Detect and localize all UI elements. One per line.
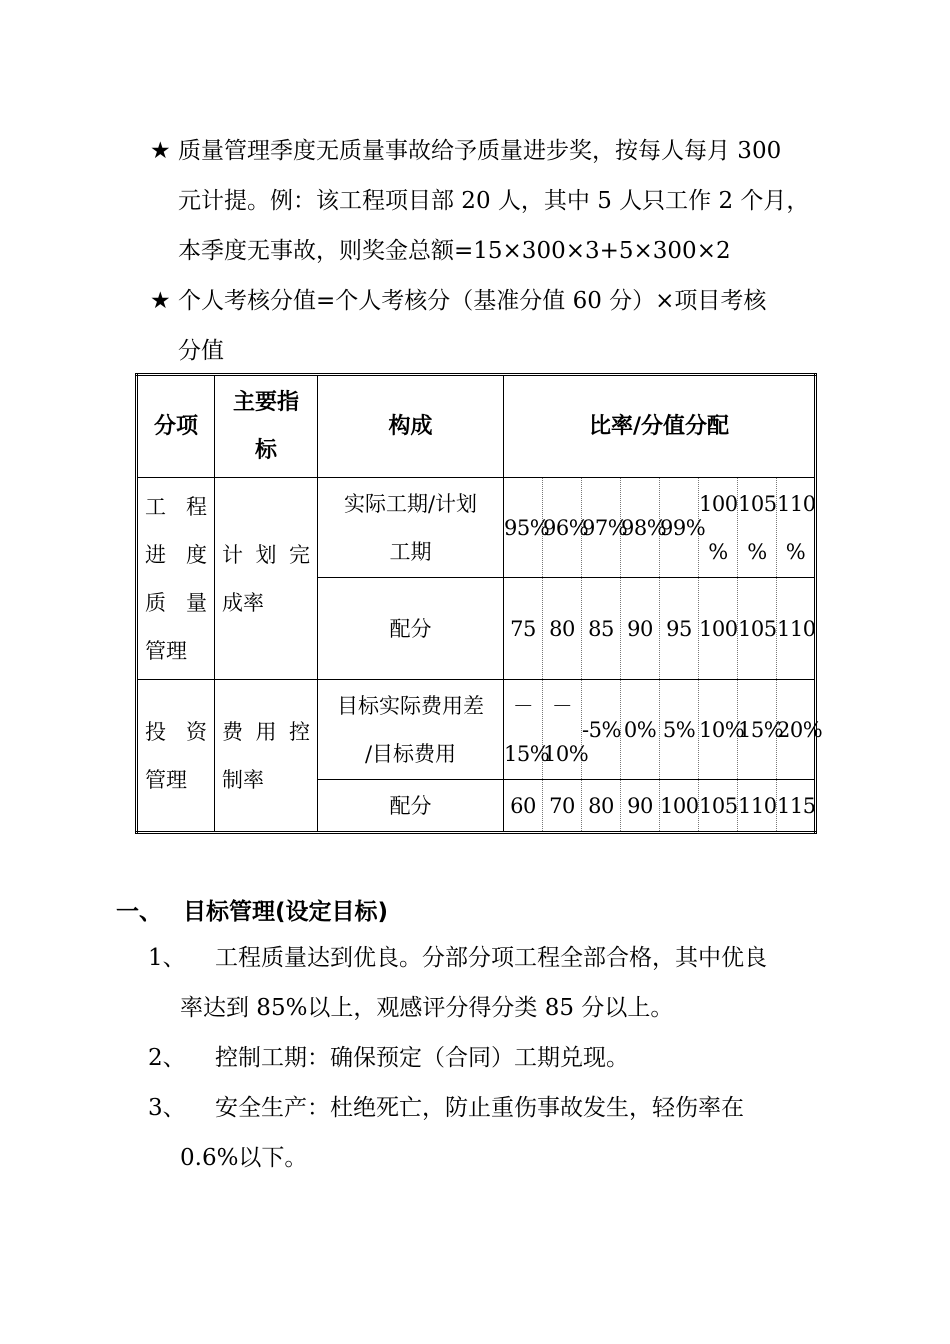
star-icon: ★ — [150, 288, 171, 314]
item-3-line-2: 0.6%以下。 — [180, 1145, 308, 1171]
category-schedule-quality: 工 程 进 度 质 量 管理 — [137, 478, 215, 680]
ratio-cell: 95% — [504, 478, 543, 578]
ratio-cell: 20% — [777, 680, 816, 780]
ratio-cell: 0% — [621, 680, 660, 780]
table-row — [137, 478, 816, 578]
ratio-cell: 99% — [660, 478, 699, 578]
score-cell: 90 — [621, 780, 660, 833]
composition-cost-ratio: 目标实际费用差 /目标费用 — [318, 680, 504, 780]
ratio-cell: － 15% — [504, 680, 543, 780]
item-1-line-1: 工程质量达到优良。分部分项工程全部合格，其中优良 — [215, 945, 767, 971]
score-cell: 60 — [504, 780, 543, 833]
item-2-line-1: 控制工期：确保预定（合同）工期兑现。 — [215, 1045, 629, 1071]
section-title: 目标管理(设定目标) — [183, 899, 389, 925]
section-number: 一、 — [116, 899, 162, 925]
score-cell: 90 — [621, 578, 660, 680]
item-1-number: 1、 — [148, 945, 186, 971]
item-3-line-1: 安全生产：杜绝死亡，防止重伤事故发生，轻伤率在 — [215, 1095, 744, 1121]
score-cell: 100 — [660, 780, 699, 833]
score-cell: 110 — [738, 780, 777, 833]
bullet-1-line-2: 元计提。例：该工程项目部 20 人，其中 5 人只工作 2 个月， — [178, 188, 810, 214]
score-cell: 85 — [582, 578, 621, 680]
ratio-cell: 110 % — [777, 478, 816, 578]
score-cell: 100 — [699, 578, 738, 680]
table-row — [137, 680, 816, 780]
bullet-1-line-1: ★ 质量管理季度无质量事故给予质量进步奖，按每人每月 300 — [150, 138, 782, 164]
score-cell: 95 — [660, 578, 699, 680]
ratio-cell: － 10% — [543, 680, 582, 780]
score-cell: 75 — [504, 578, 543, 680]
ratio-cell: 15% — [738, 680, 777, 780]
ratio-cell: 98% — [621, 478, 660, 578]
ratio-cell: 97% — [582, 478, 621, 578]
composition-score: 配分 — [318, 578, 504, 680]
star-icon: ★ — [150, 138, 171, 164]
ratio-cell: 105 % — [738, 478, 777, 578]
assessment-table — [135, 373, 823, 834]
header-indicator: 主要指 标 — [215, 375, 318, 478]
ratio-cell: 5% — [660, 680, 699, 780]
item-3-number: 3、 — [148, 1095, 186, 1121]
indicator-plan-completion: 计划完 成率 — [215, 478, 318, 680]
ratio-cell: 10% — [699, 680, 738, 780]
score-cell: 70 — [543, 780, 582, 833]
item-2-number: 2、 — [148, 1045, 186, 1071]
score-cell: 105 — [738, 578, 777, 680]
header-composition: 构成 — [318, 375, 504, 478]
score-cell: 115 — [777, 780, 816, 833]
ratio-cell: -5% — [582, 680, 621, 780]
composition-score: 配分 — [318, 780, 504, 833]
score-cell: 105 — [699, 780, 738, 833]
header-item: 分项 — [137, 375, 215, 478]
ratio-cell: 96% — [543, 478, 582, 578]
bullet-2-line-1: ★ 个人考核分值=个人考核分（基准分值 60 分）×项目考核 — [150, 288, 767, 314]
composition-schedule-ratio: 实际工期/计划 工期 — [318, 478, 504, 578]
item-1-line-2: 率达到 85%以上，观感评分得分类 85 分以上。 — [180, 995, 674, 1021]
score-cell: 80 — [543, 578, 582, 680]
header-ratio: 比率/分值分配 — [504, 375, 816, 478]
score-cell: 80 — [582, 780, 621, 833]
bullet-1-line-3: 本季度无事故，则奖金总额=15×300×3+5×300×2 — [178, 238, 731, 264]
score-cell: 110 — [777, 578, 816, 680]
bullet-2-line-2: 分值 — [178, 338, 224, 364]
header-row — [137, 375, 816, 478]
indicator-cost-control: 费用控 制率 — [215, 680, 318, 833]
ratio-cell: 100 % — [699, 478, 738, 578]
category-investment: 投 资 管理 — [137, 680, 215, 833]
